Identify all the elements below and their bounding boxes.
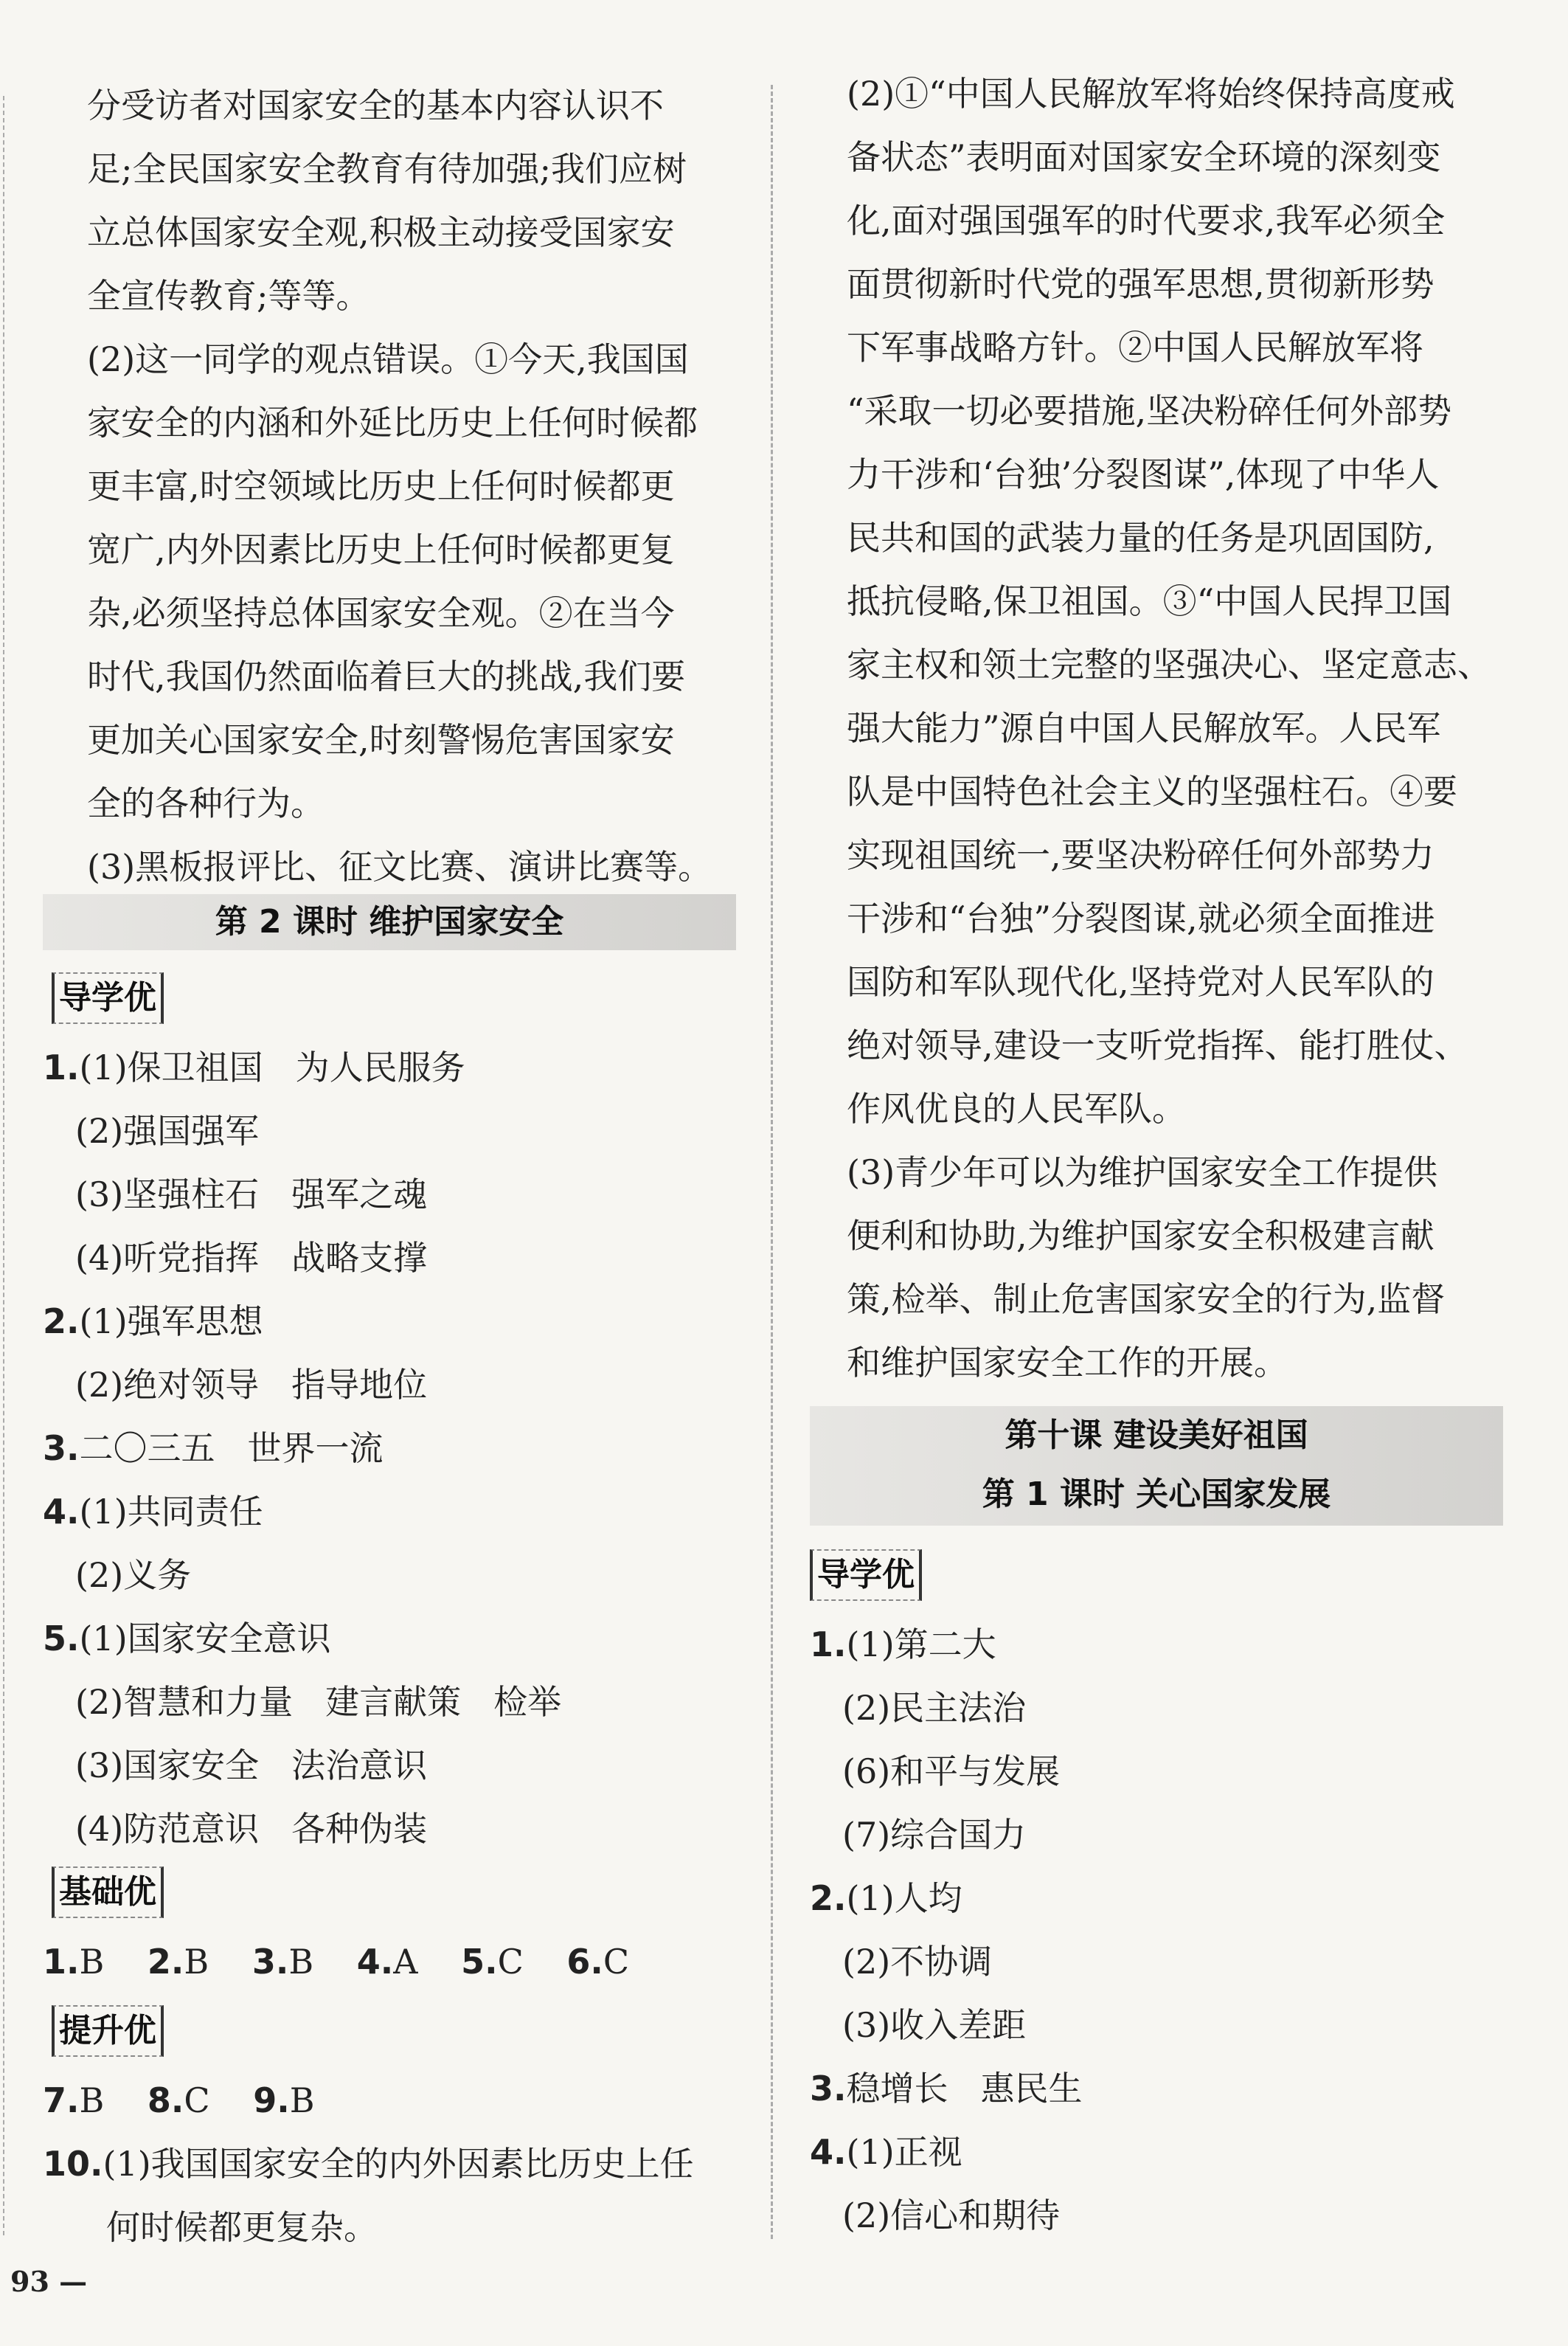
answer-line: (3)收入差距 — [842, 2005, 1027, 2045]
question-number: 1. — [810, 1624, 847, 1664]
answer-line: (4)听党指挥 战略支撑 — [75, 1238, 428, 1278]
text-line: (3)青少年可以为维护国家安全工作提供 — [847, 1152, 1438, 1192]
question-number: 2. — [810, 1878, 847, 1918]
answer-line: (7)综合国力 — [842, 1815, 1027, 1855]
answer-line: (2)义务 — [75, 1555, 192, 1595]
answer-line: 10.(1)我国国家安全的内外因素比历史上任 — [43, 2144, 694, 2184]
choice-answers: 1.B 2.B 3.B 4.A 5.C 6.C — [43, 1942, 630, 1982]
answer-line: 5.(1)国家安全意识 — [43, 1619, 331, 1658]
answer-line: 3.稳增长 惠民生 — [810, 2069, 1083, 2108]
left-margin-dashed-line — [3, 96, 4, 2235]
answer-line: (2)不协调 — [842, 1942, 993, 1982]
answer-line: (2)智慧和力量 建言献策 检举 — [75, 1682, 562, 1722]
chapter-banner — [810, 1406, 1503, 1526]
answer-line: (2)民主法治 — [842, 1688, 1027, 1728]
text-line: 时代,我国仍然面临着巨大的挑战,我们要 — [87, 657, 686, 696]
text-line: 家安全的内涵和外延比历史上任何时候都 — [87, 403, 698, 443]
text-line: 力干涉和‘台独’分裂图谋”,体现了中华人 — [847, 454, 1440, 494]
text-line: 全宣传教育;等等。 — [87, 276, 370, 316]
answer-line: 3.二〇三五 世界一流 — [43, 1428, 384, 1468]
text-line: 下军事战略方针。②中国人民解放军将 — [847, 328, 1423, 367]
answer-line: (2)绝对领导 指导地位 — [75, 1365, 428, 1405]
page-number: 93 — — [10, 2265, 88, 2298]
answer-line: 1.(1)保卫祖国 为人民服务 — [43, 1048, 465, 1087]
question-number: 1. — [43, 1048, 80, 1087]
question-number: 3. — [810, 2069, 847, 2108]
question-number: 10. — [43, 2144, 103, 2184]
answer-line: (4)防范意识 各种伪装 — [75, 1809, 428, 1849]
section-tag-tisheng: 提升优 — [52, 2005, 164, 2057]
text-line: (3)黑板报评比、征文比赛、演讲比赛等。 — [87, 847, 712, 887]
text-line: “采取一切必要措施,坚决粉碎任何外部势 — [847, 391, 1452, 431]
text-line: 宽广,内外因素比历史上任何时候都更复 — [87, 530, 675, 570]
question-number: 5. — [43, 1619, 80, 1658]
question-number: 4. — [43, 1492, 80, 1532]
text-line: 足;全民国家安全教育有待加强;我们应树 — [87, 149, 687, 189]
text-line: (2)这一同学的观点错误。①今天,我国国 — [87, 339, 689, 379]
section-tag-daoxue: 导学优 — [52, 972, 164, 1024]
answer-line: (3)国家安全 法治意识 — [75, 1745, 428, 1785]
text-line: 更丰富,时空领域比历史上任何时候都更 — [87, 466, 675, 506]
answer-line: (2)信心和期待 — [842, 2196, 1061, 2235]
answer-line: 何时候都更复杂。 — [106, 2207, 378, 2247]
text-line: 面贯彻新时代党的强军思想,贯彻新形势 — [847, 264, 1435, 304]
text-line: 杂,必须坚持总体国家安全观。②在当今 — [87, 593, 675, 633]
text-line: (2)①“中国人民解放军将始终保持高度戒 — [847, 74, 1455, 114]
answer-line: 4.(1)共同责任 — [43, 1492, 263, 1532]
section-tag-jichu: 基础优 — [52, 1866, 164, 1918]
text-line: 国防和军队现代化,坚持党对人民军队的 — [847, 962, 1435, 1002]
text-line: 干涉和“台独”分裂图谋,就必须全面推进 — [847, 899, 1435, 938]
text-line: 和维护国家安全工作的开展。 — [847, 1343, 1288, 1383]
text-line: 绝对领导,建设一支听党指挥、能打胜仗、 — [847, 1025, 1468, 1065]
text-line: 策,检举、制止危害国家安全的行为,监督 — [847, 1279, 1446, 1319]
text-line: 作风优良的人民军队。 — [847, 1089, 1186, 1129]
lesson-title: 第 1 课时 关心国家发展 — [982, 1475, 1331, 1513]
text-line: 实现祖国统一,要坚决粉碎任何外部势力 — [847, 835, 1435, 875]
text-line: 更加关心国家安全,时刻警惕危害国家安 — [87, 720, 675, 760]
answer-line: 2.(1)人均 — [810, 1878, 962, 1918]
choice-answers: 7.B 8.C 9.B — [43, 2080, 315, 2120]
text-line: 便利和协助,为维护国家安全积极建言献 — [847, 1216, 1435, 1256]
section-banner: 第 2 课时 维护国家安全 — [43, 894, 736, 950]
answer-line: 1.(1)第二大 — [810, 1624, 996, 1664]
chapter-title: 第十课 建设美好祖国 — [1005, 1416, 1308, 1454]
question-number: 2. — [43, 1301, 80, 1341]
answer-line: (2)强国强军 — [75, 1111, 260, 1151]
answer-line: 4.(1)正视 — [810, 2132, 962, 2172]
text-line: 分受访者对国家安全的基本内容认识不 — [87, 86, 664, 125]
text-line: 强大能力”源自中国人民解放军。人民军 — [847, 708, 1441, 748]
answer-line: (3)坚强柱石 强军之魂 — [75, 1174, 428, 1214]
text-line: 全的各种行为。 — [87, 783, 325, 823]
text-line: 立总体国家安全观,积极主动接受国家安 — [87, 212, 675, 252]
answer-line: 2.(1)强军思想 — [43, 1301, 263, 1341]
text-line: 家主权和领土完整的坚强决心、坚定意志、 — [847, 645, 1491, 685]
text-line: 队是中国特色社会主义的坚强柱石。④要 — [847, 772, 1457, 812]
column-divider — [771, 85, 773, 2239]
answer-line: (6)和平与发展 — [842, 1751, 1061, 1791]
question-number: 4. — [810, 2132, 847, 2172]
text-line: 抵抗侵略,保卫祖国。③“中国人民捍卫国 — [847, 581, 1452, 621]
section-tag-daoxue: 导学优 — [810, 1549, 922, 1601]
question-number: 3. — [43, 1428, 80, 1468]
text-line: 化,面对强国强军的时代要求,我军必须全 — [847, 201, 1446, 241]
text-line: 备状态”表明面对国家安全环境的深刻变 — [847, 137, 1441, 177]
text-line: 民共和国的武装力量的任务是巩固国防, — [847, 518, 1435, 558]
